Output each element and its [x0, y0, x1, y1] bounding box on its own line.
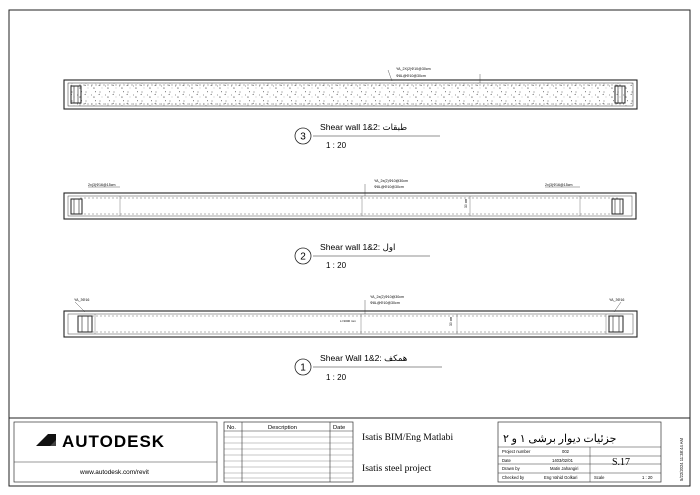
view1-scale: 1 : 20 [326, 373, 347, 382]
revision-no-header: No. [227, 425, 237, 431]
view3-title[interactable]: Shear wall 1&2: طبقات [320, 122, 408, 132]
view1-number[interactable]: 1 [300, 362, 306, 374]
view1-length-label: L=3000 mm [340, 319, 356, 323]
view1-annotation-4: YA_3Φ16 [609, 298, 625, 302]
project-number-label: Project number [502, 449, 531, 454]
view2-thickness-dim: 30 cm [464, 198, 468, 208]
project-name-line-2: Isatis steel project [362, 463, 432, 474]
scale-label: Scale [594, 475, 605, 480]
view2-title[interactable]: Shear wall 1&2: اول [320, 242, 396, 252]
view2-annotation-3: Φ8L@Φ10@30cm [374, 185, 404, 189]
checked-by-label: Checked by [502, 475, 525, 480]
drawn-by-label: Drawn by [502, 466, 520, 471]
revision-description-header: Description [268, 425, 297, 431]
view1-annotation-2: YA_2x(2)Φ10@30cm [370, 295, 405, 299]
view2-annotation-1: 2x(3)Φ16@15cm [88, 183, 116, 187]
wall-section-view-2 [64, 179, 636, 270]
company-website-link[interactable]: www.autodesk.com/revit [80, 469, 149, 476]
date-label: Date [502, 458, 511, 463]
project-number-value: 002 [562, 449, 569, 454]
view3-annotation-1: YA_2X(2)Φ10@30cm [396, 67, 431, 71]
revision-date-header: Date [333, 425, 346, 431]
view2-annotation-4: 2x(3)Φ16@15cm [545, 183, 573, 187]
company-logo-text: AUTODESK [62, 432, 166, 451]
view3-number[interactable]: 3 [300, 131, 306, 143]
view3-scale: 1 : 20 [326, 141, 347, 150]
title-block [9, 418, 690, 482]
scale-value: 1 : 20 [642, 475, 653, 480]
view1-title[interactable]: Shear Wall 1&2: همکف [320, 353, 408, 363]
view2-scale: 1 : 20 [326, 261, 347, 270]
wall-section-view-3 [64, 67, 637, 150]
wall-section-view-1 [64, 295, 637, 382]
autodesk-logo-icon [36, 434, 56, 446]
sheet-title: جزئیات دیوار برشی ۱ و ۲ [503, 433, 617, 445]
view2-number[interactable]: 2 [300, 251, 306, 263]
date-value: 1403/02/01 [552, 458, 573, 463]
view1-annotation-3: Φ8L@Φ10@30cm [370, 301, 400, 305]
view1-thickness-dim: 30 cm [449, 316, 453, 326]
view2-annotation-2: YA_2x(2)Φ10@30cm [374, 179, 409, 183]
print-timestamp: 5/22/2024 11:38:44 AM [679, 438, 684, 481]
sheet-number: S.17 [612, 457, 631, 468]
checked-by-value: Eng Vahid Golkari [544, 475, 578, 480]
view1-annotation-1: YA_3Φ16 [74, 298, 90, 302]
project-name-line-1: Isatis BIM/Eng Matlabi [362, 432, 454, 443]
view3-annotation-2: Φ8L@Φ10@30cm [396, 74, 426, 78]
drawn-by-value: Matin Jahangiri [550, 466, 579, 471]
